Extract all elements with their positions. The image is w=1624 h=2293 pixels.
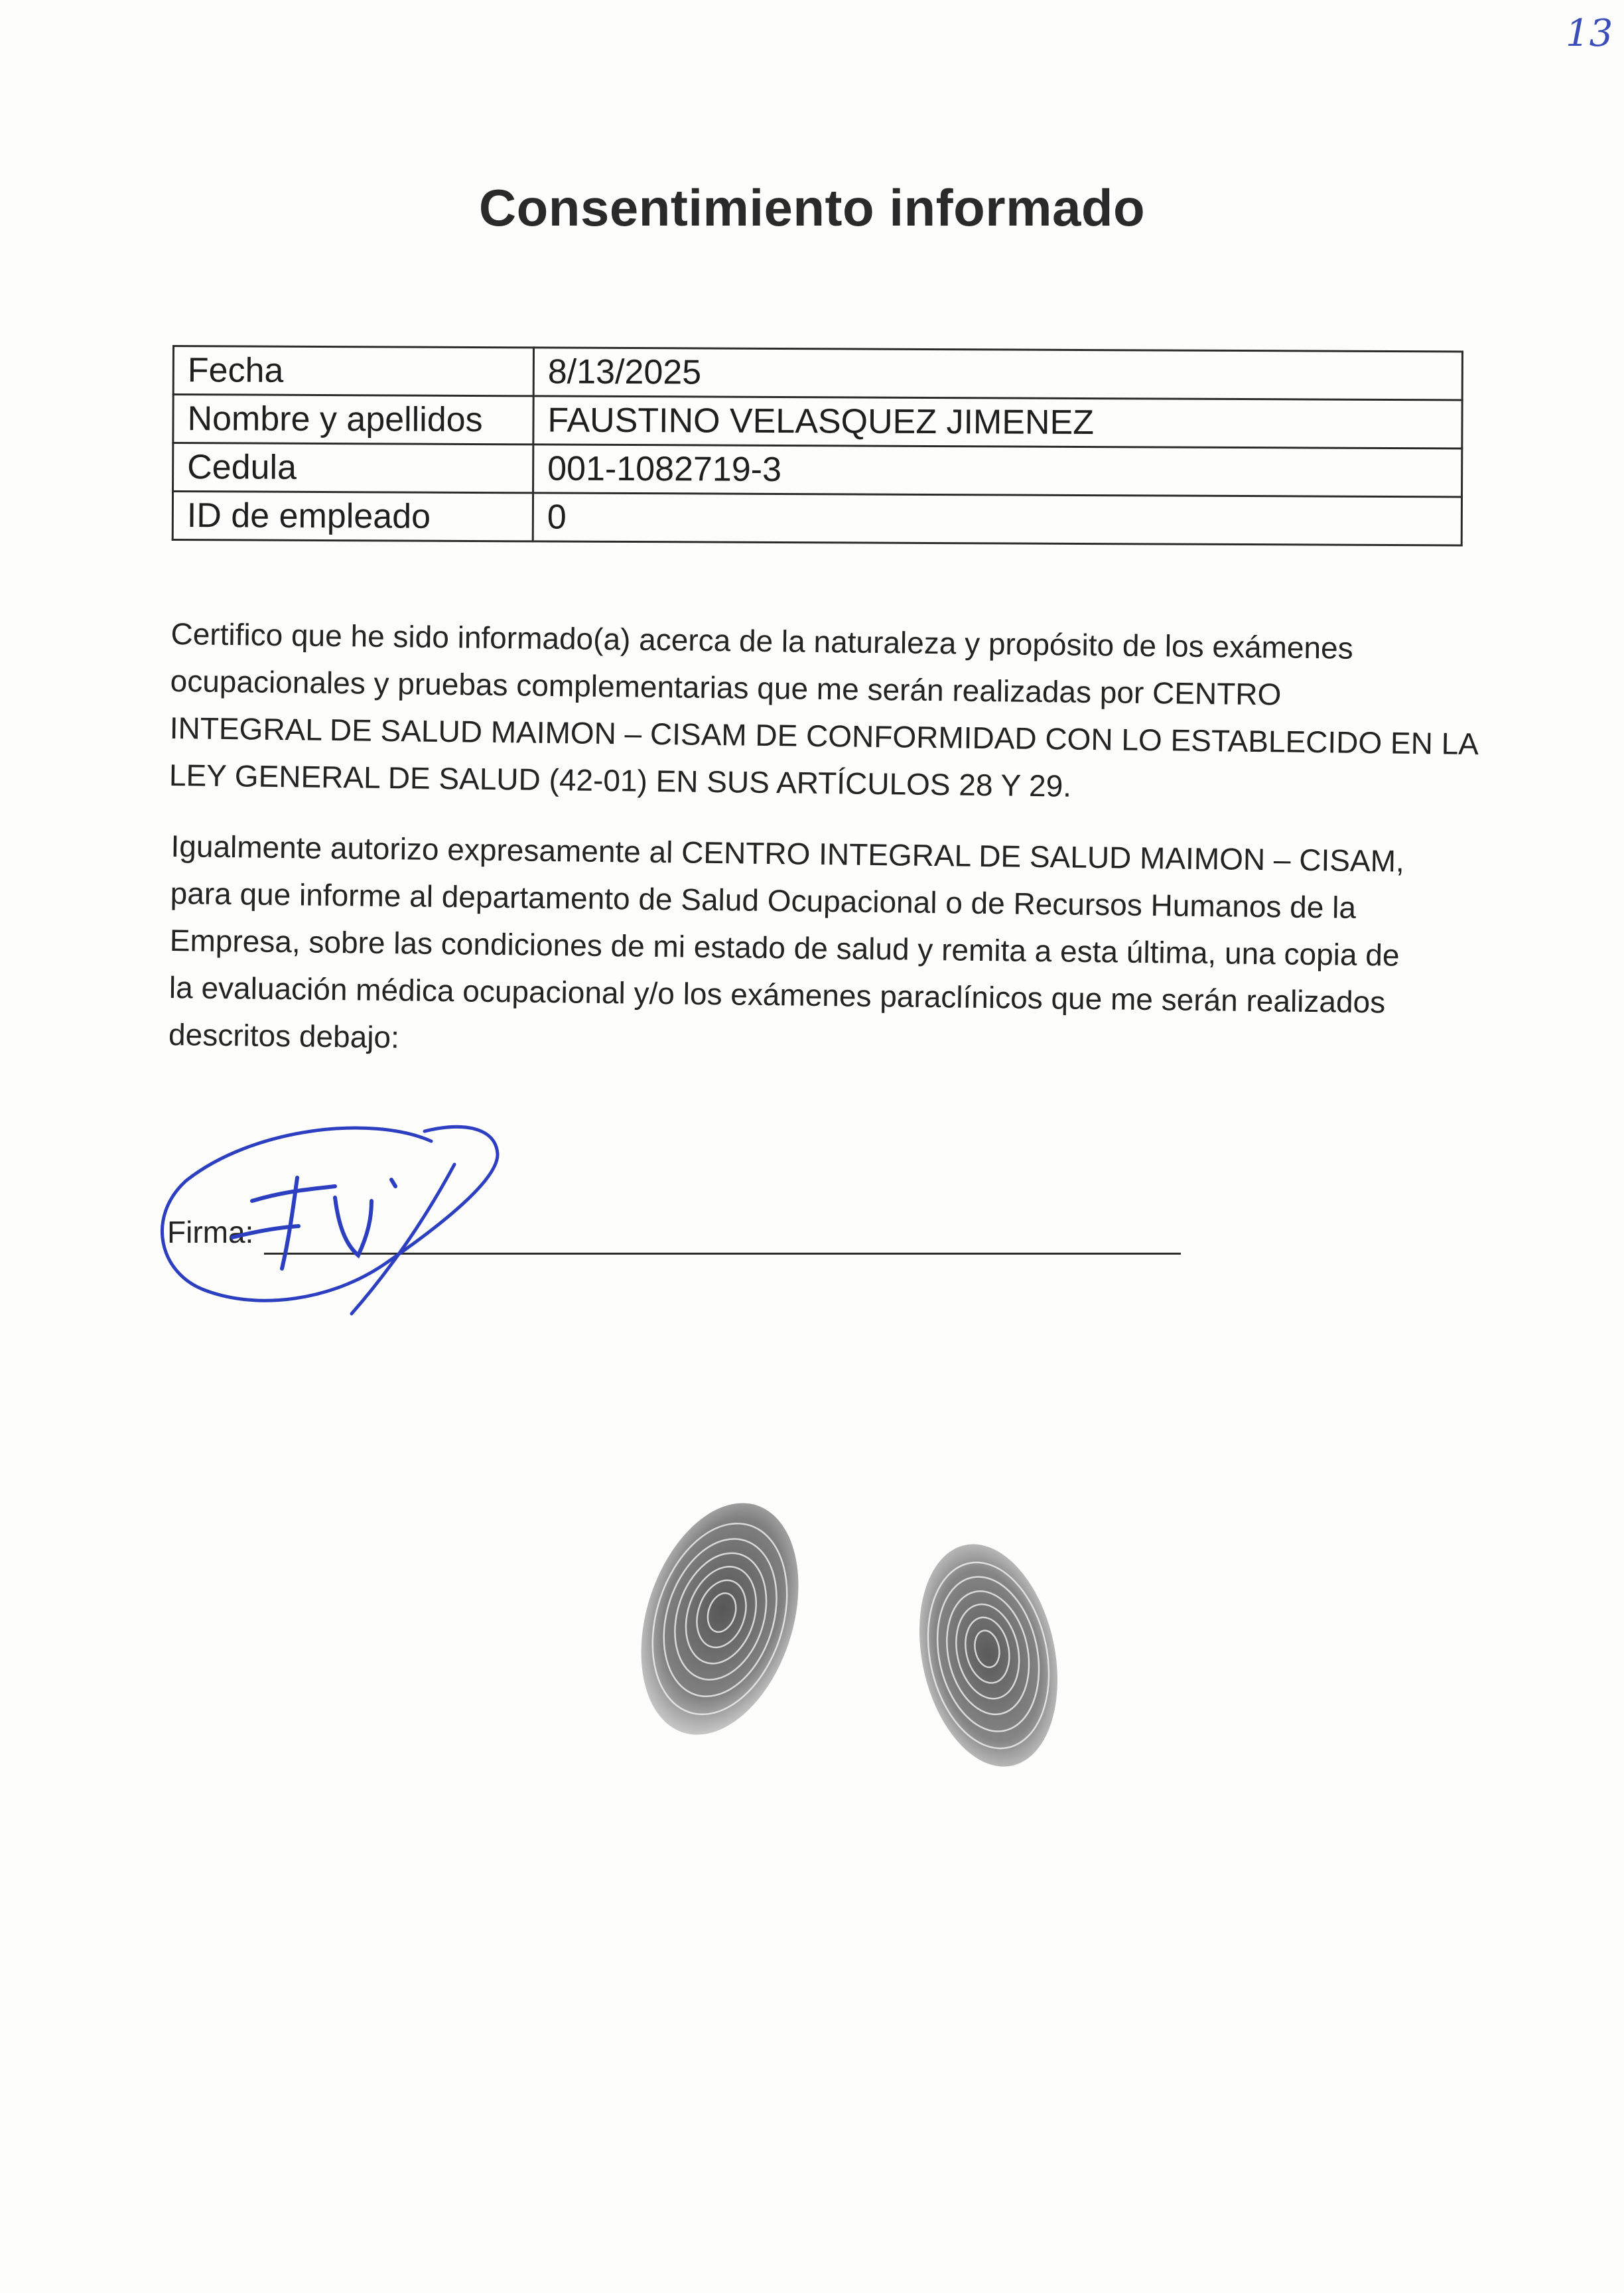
certification-paragraph xyxy=(169,610,1479,815)
paragraph-line: LEY GENERAL DE SALUD (42-01) EN SUS ARTÍCULOS 28 Y 29. xyxy=(169,757,1072,803)
row-value-cedula: 001-1082719-3 xyxy=(533,445,1462,497)
paragraph-line: ocupacionales y pruebas complementarias que me serán realizadas por CENTRO xyxy=(170,663,1282,712)
page-title: Consentimiento informado xyxy=(478,178,1146,237)
paragraph-line: descritos debajo: xyxy=(168,1016,400,1055)
row-label-nombre: Nombre y apellidos xyxy=(173,395,533,445)
signature-label: Firma: xyxy=(167,1215,254,1249)
row-label-cedula: Cedula xyxy=(173,443,533,493)
authorization-paragraph xyxy=(169,823,1471,1074)
page-number: 13 xyxy=(1566,12,1613,55)
table-row xyxy=(173,395,1462,449)
paragraph-line: la evaluación médica ocupacional y/o los exámenes paraclínicos que me serán realizados xyxy=(169,969,1386,1020)
table-row xyxy=(172,492,1461,545)
row-label-id-empleado: ID de empleado xyxy=(172,492,533,541)
table-row xyxy=(173,346,1462,400)
info-table xyxy=(172,345,1463,546)
paragraph-line: para que informe al departamento de Salud Ocupacional o de Recursos Humanos de la xyxy=(170,875,1357,925)
row-value-id-empleado: 0 xyxy=(533,493,1461,545)
fingerprint-icon xyxy=(889,1526,1088,1785)
row-value-fecha: 8/13/2025 xyxy=(533,348,1462,400)
row-label-fecha: Fecha xyxy=(173,346,533,396)
signature-icon xyxy=(153,1101,524,1340)
table-row xyxy=(173,443,1462,497)
paragraph-line: Empresa, sobre las condiciones de mi estado de salud y remita a esta última, una copia de xyxy=(169,922,1400,973)
fingerprint-icon xyxy=(617,1486,823,1752)
paragraph-line: Igualmente autorizo expresamente al CENTRO INTEGRAL DE SALUD MAIMON – CISAM, xyxy=(170,828,1405,878)
paragraph-line: Certifico que he sido informado(a) acerca de la naturaleza y propósito de los exámenes xyxy=(170,616,1353,665)
paragraph-line: INTEGRAL DE SALUD MAIMON – CISAM DE CONFORMIDAD CON LO ESTABLECIDO EN LA xyxy=(169,710,1479,762)
row-value-nombre: FAUSTINO VELASQUEZ JIMENEZ xyxy=(533,396,1462,449)
